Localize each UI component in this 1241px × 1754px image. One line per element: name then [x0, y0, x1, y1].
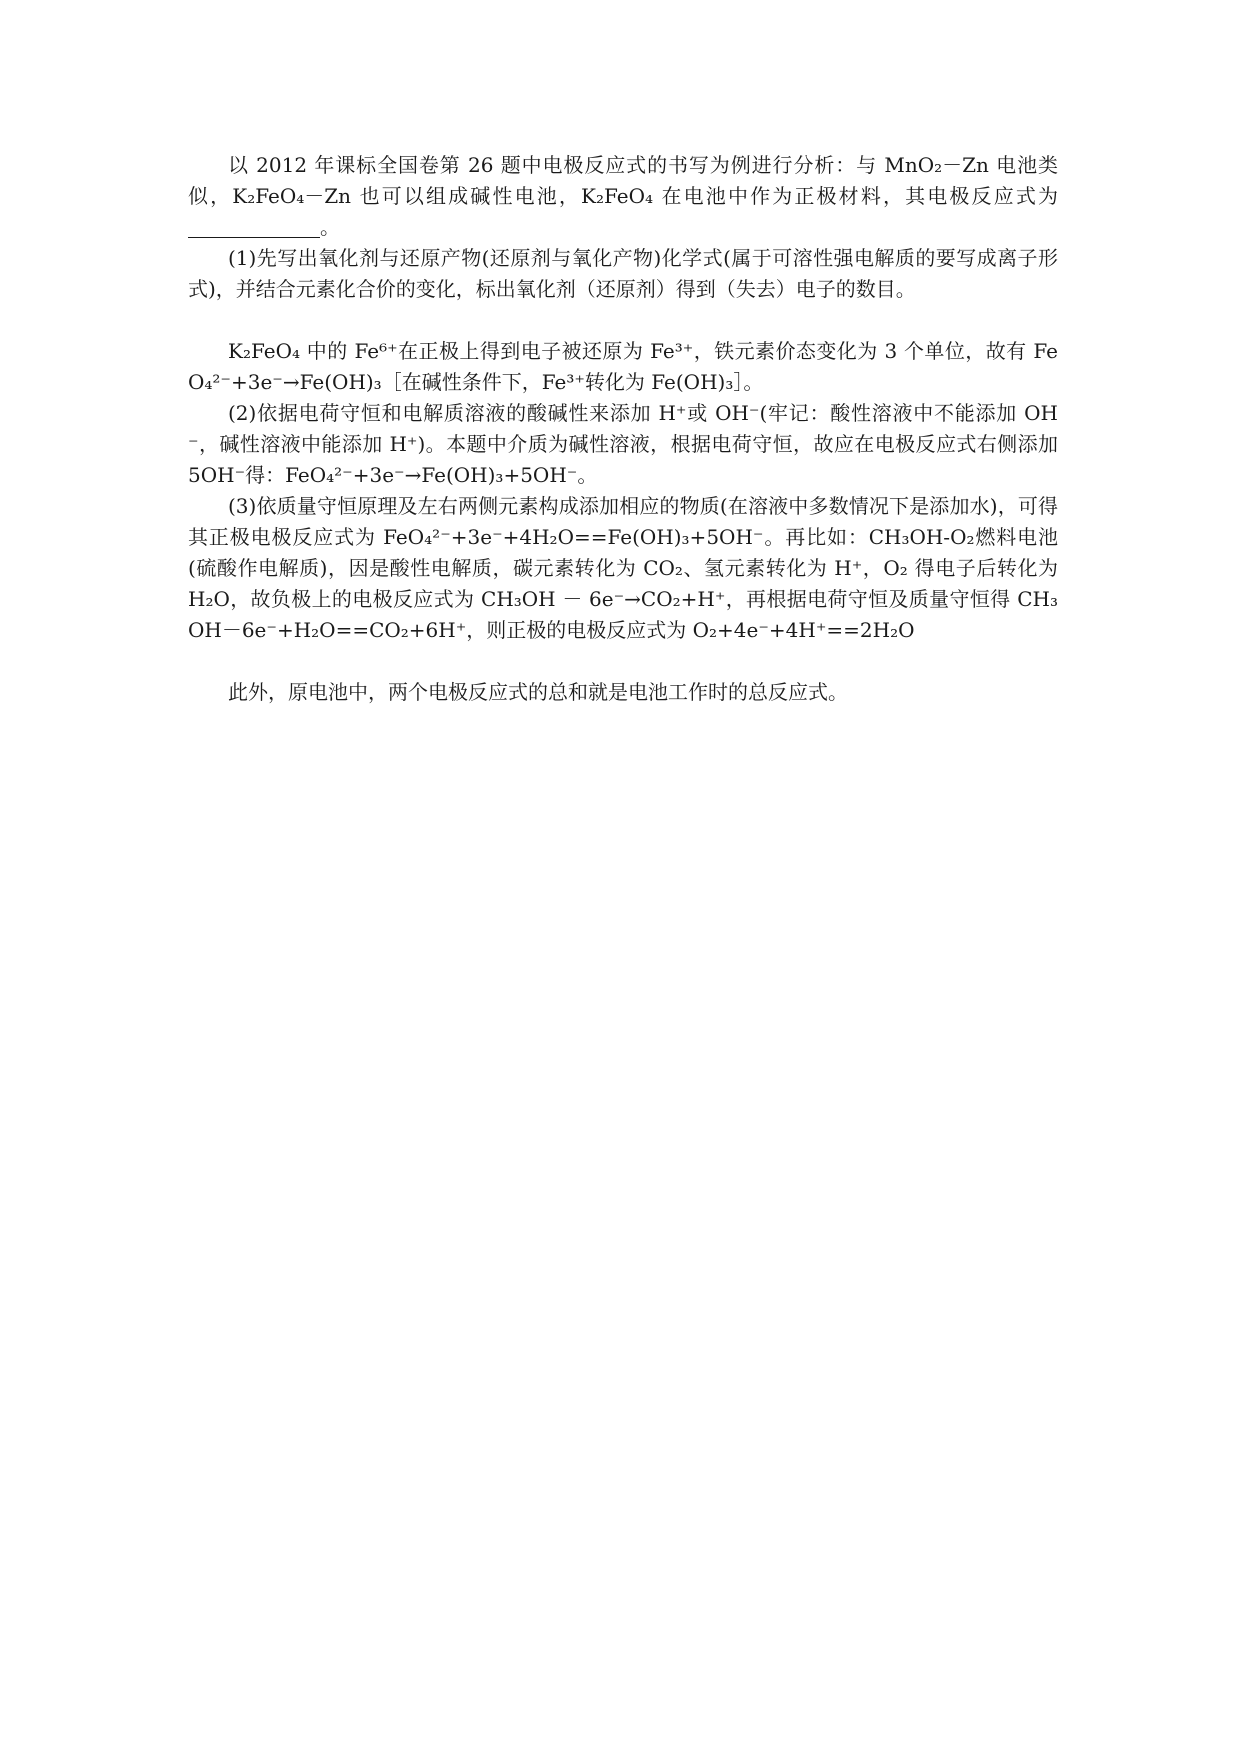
spacer [188, 646, 1058, 677]
spacer [188, 305, 1058, 336]
step-2-paragraph: (2)依据电荷守恒和电解质溶液的酸碱性来添加 H⁺或 OH⁻(牢记：酸性溶液中不能添加 OH⁻，碱性溶液中能添加 H⁺)。本题中介质为碱性溶液，根据电荷守恒，故应在电极反应式右侧添加 5OH⁻得：FeO₄²⁻+3e⁻→Fe(OH)₃+5OH⁻。 [188, 401, 1058, 487]
intro-end: 。 [320, 215, 340, 239]
example-paragraph: K₂FeO₄ 中的 Fe⁶⁺在正极上得到电子被还原为 Fe³⁺，铁元素价态变化为 3 个单位，故有 FeO₄²⁻+3e⁻→Fe(OH)₃［在碱性条件下，Fe³⁺转化为 Fe(OH)₃］。 [188, 339, 1058, 394]
intro-text: 以 2012 年课标全国卷第 26 题中电极反应式的书写为例进行分析：与 MnO₂－Zn 电池类似，K₂FeO₄－Zn 也可以组成碱性电池，K₂FeO₄ 在电池中作为正极材料，其电极反应式为 [188, 153, 1058, 208]
answer-blank [188, 215, 320, 238]
conclusion-paragraph: 此外，原电池中，两个电极反应式的总和就是电池工作时的总反应式。 [228, 680, 848, 704]
step-3-paragraph: (3)依质量守恒原理及左右两侧元素构成添加相应的物质(在溶液中多数情况下是添加水)，可得其正极电极反应式为 FeO₄²⁻+3e⁻+4H₂O==Fe(OH)₃+5OH⁻。再比如：CH₃OH-O₂燃料电池(硫酸作电解质)，因是酸性电解质，碳元素转化为 CO₂、氢元素转化为 H⁺，O₂ 得电子后转化为 H₂O，故负极上的电极反应式为 CH₃OH － 6e⁻→CO₂+H⁺，再根据电荷守恒及质量守恒得 CH₃OH－6e⁻+H₂O==CO₂+6H⁺，则正极的电极反应式为 O₂+4e⁻+4H⁺==2H₂O [188, 494, 1058, 642]
intro-paragraph [188, 150, 1058, 243]
document-body [188, 150, 1058, 708]
step-1-paragraph: (1)先写出氧化剂与还原产物(还原剂与氧化产物)化学式(属于可溶性强电解质的要写成离子形式)，并结合元素化合价的变化，标出氧化剂（还原剂）得到（失去）电子的数目。 [188, 246, 1058, 301]
